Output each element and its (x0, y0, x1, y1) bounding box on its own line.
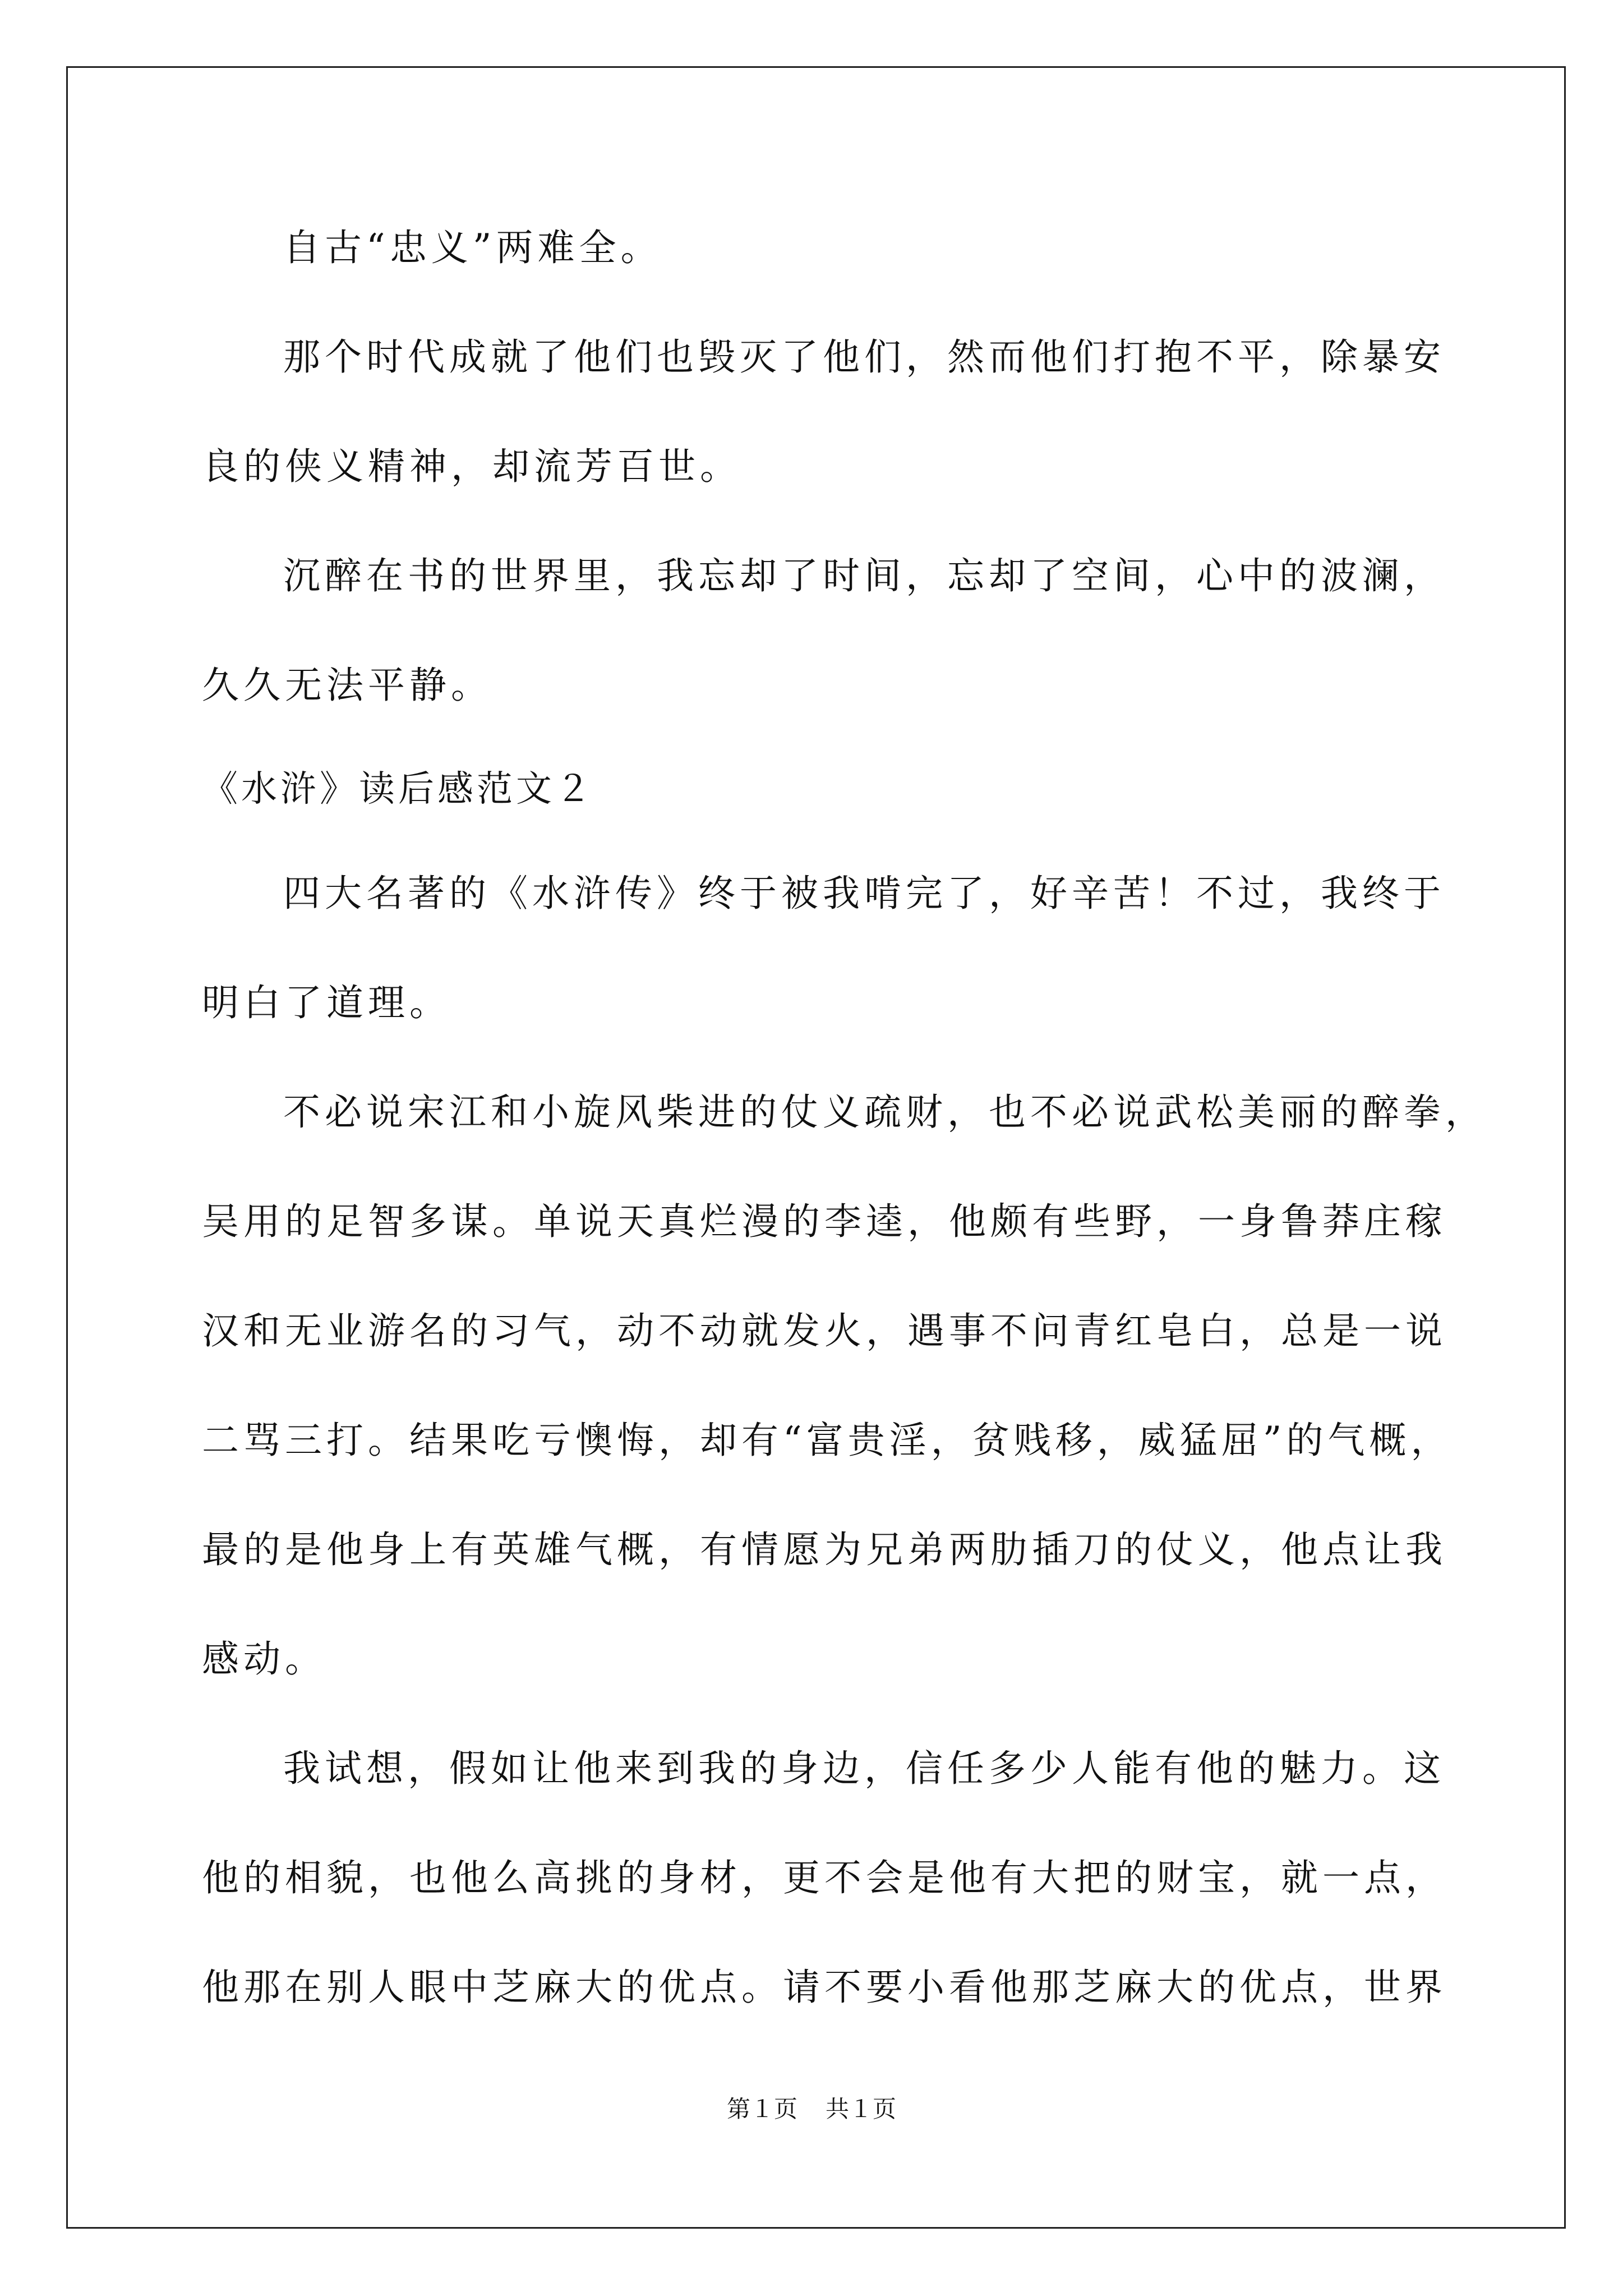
paragraph-line: 二骂三打。结果吃亏懊悔，却有“富贵淫，贫贱移，威猛屈”的气概， (202, 1419, 1453, 1462)
paragraph-line: 四大名著的《水浒传》终于被我啃完了，好辛苦！不过，我终于 (283, 872, 1445, 915)
paragraph-line: 吴用的足智多谋。单说天真烂漫的李逵，他颇有些野，一身鲁莽庄稼 (202, 1200, 1447, 1243)
paragraph-line: 感动。 (202, 1637, 326, 1681)
paragraph-line: 良的侠义精神，却流芳百世。 (202, 445, 741, 488)
paragraph-line: 他的相貌，也他么高挑的身材，更不会是他有大把的财宝，就一点， (202, 1856, 1447, 1899)
paragraph-line: 明白了道理。 (202, 981, 451, 1024)
paragraph-line: 自古“忠义”两难全。 (283, 226, 662, 269)
paragraph-line: 汉和无业游名的习气，动不动就发火，遇事不问青红皂白，总是一说 (202, 1309, 1447, 1352)
section-heading: 《水浒》读后感范文２ (202, 769, 594, 810)
paragraph-line: 最的是他身上有英雄气概，有情愿为兄弟两肋插刀的仗义，他点让我 (202, 1528, 1447, 1571)
paragraph-line: 不必说宋江和小旋风柴进的仗义疏财，也不必说武松美丽的醉拳， (283, 1091, 1487, 1134)
paragraph-line: 那个时代成就了他们也毁灭了他们，然而他们打抱不平，除暴安 (283, 335, 1445, 379)
page-footer (0, 2095, 1623, 2123)
page-total: 共１页 (826, 2095, 897, 2123)
paragraph-line: 我试想，假如让他来到我的身边，信任多少人能有他的魅力。这 (283, 1747, 1445, 1790)
paragraph-line: 他那在别人眼中芝麻大的优点。请不要小看他那芝麻大的优点，世界 (202, 1966, 1447, 2009)
page-number: 第１页 (726, 2095, 797, 2123)
paragraph-line: 沉醉在书的世界里，我忘却了时间，忘却了空间，心中的波澜， (283, 554, 1445, 597)
page-border (66, 66, 1566, 2229)
paragraph-line: 久久无法平静。 (202, 664, 492, 707)
